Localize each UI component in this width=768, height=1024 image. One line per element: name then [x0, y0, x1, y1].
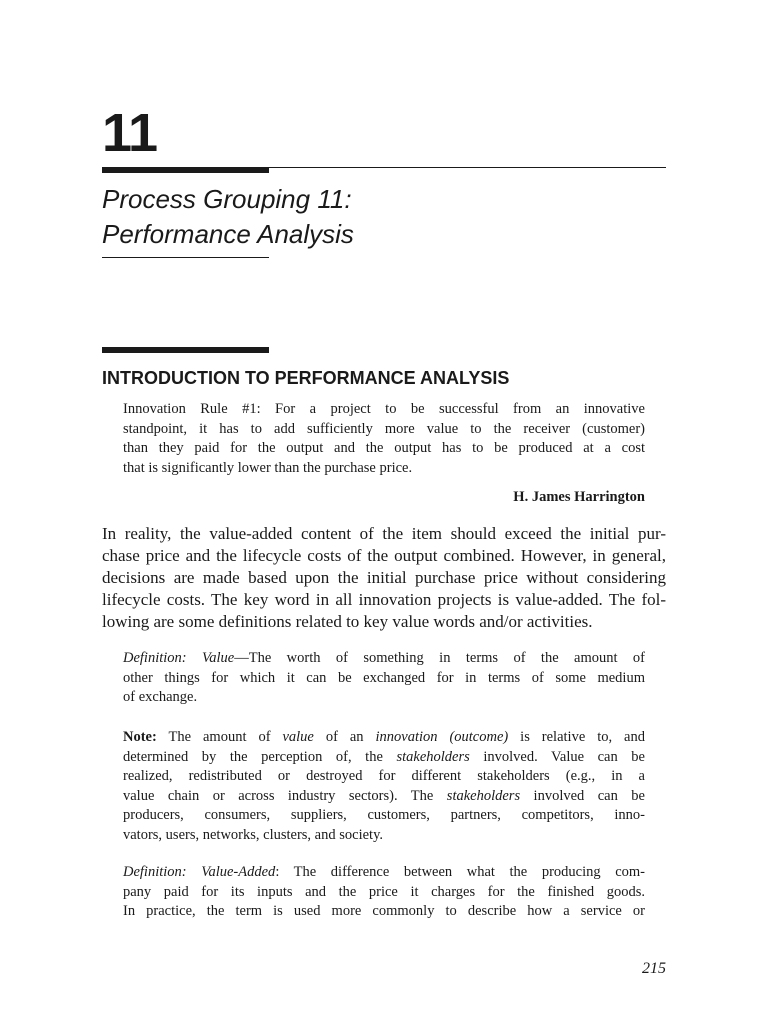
quote-line: Innovation Rule #1: For a project to be successful from an innovative: [123, 401, 645, 417]
quote-line: that is significantly lower than the purchase price.: [123, 459, 413, 476]
note-line: Note: The amount of value of an innovation (outcome) is relative to, and: [123, 729, 645, 745]
note-block: [123, 728, 645, 845]
note-line: value chain or across industry sectors). The stakeholders involved can be: [123, 787, 645, 804]
chapter-thin-rule: [269, 167, 666, 168]
title-underline: [102, 257, 269, 258]
quote-line: than they paid for the output and the output has to be produced at a cost: [123, 440, 645, 456]
definition-line: Definition: Value—The worth of something in terms of the amount of: [123, 650, 646, 666]
epigraph-quote: [123, 400, 645, 478]
chapter-title-line-1: Process Grouping 11:: [102, 184, 352, 214]
note-line: realized, redistributed or destroyed for different stakeholders (e.g., in a: [123, 768, 645, 784]
quote-author: H. James Harrington: [513, 489, 645, 505]
note-line: producers, consumers, suppliers, customers, partners, competitors, inno-: [123, 807, 645, 823]
body-paragraph: [102, 523, 666, 633]
chapter-title: [102, 182, 354, 252]
definition-line: In practice, the term is used more commonly to describe how a service or: [123, 903, 645, 919]
section-heading: INTRODUCTION TO PERFORMANCE ANALYSIS: [102, 368, 510, 388]
definition-term: Definition: Value-Added: [123, 864, 276, 880]
body-line: chase price and the lifecycle costs of the output combined. However, in general,: [102, 546, 666, 565]
chapter-number: 11: [102, 103, 158, 163]
definition-term: Definition: Value: [123, 650, 235, 666]
note-line: vators, users, networks, clusters, and society.: [123, 826, 384, 843]
definition-line: pany paid for its inputs and the price it charges for the finished goods.: [123, 883, 645, 900]
body-line: decisions are made based upon the initial purchase price without considering: [102, 568, 666, 587]
chapter-thick-rule: [102, 167, 269, 173]
definition-line: other things for which it can be exchanged for in terms of some medium: [123, 669, 645, 686]
definition-line: Definition: Value-Added: The difference between what the producing com-: [123, 864, 645, 880]
quote-line: standpoint, it has to add sufficiently more value to the receiver (customer): [123, 420, 645, 437]
chapter-title-line-2: Performance Analysis: [102, 219, 354, 249]
section-rule: [102, 347, 269, 353]
definition-line: of exchange.: [123, 689, 198, 705]
definition-value-added: [123, 863, 645, 922]
note-label: Note:: [123, 729, 157, 745]
body-line: In reality, the value-added content of the item should exceed the initial pur-: [102, 524, 666, 543]
note-line: determined by the perception of, the stakeholders involved. Value can be: [123, 748, 645, 765]
body-line: lowing are some definitions related to key value words and/or activities.: [102, 612, 593, 631]
definition-value: [123, 649, 645, 708]
body-line: lifecycle costs. The key word in all innovation projects is value-added. The fol-: [102, 590, 666, 609]
page-number: 215: [642, 960, 666, 977]
